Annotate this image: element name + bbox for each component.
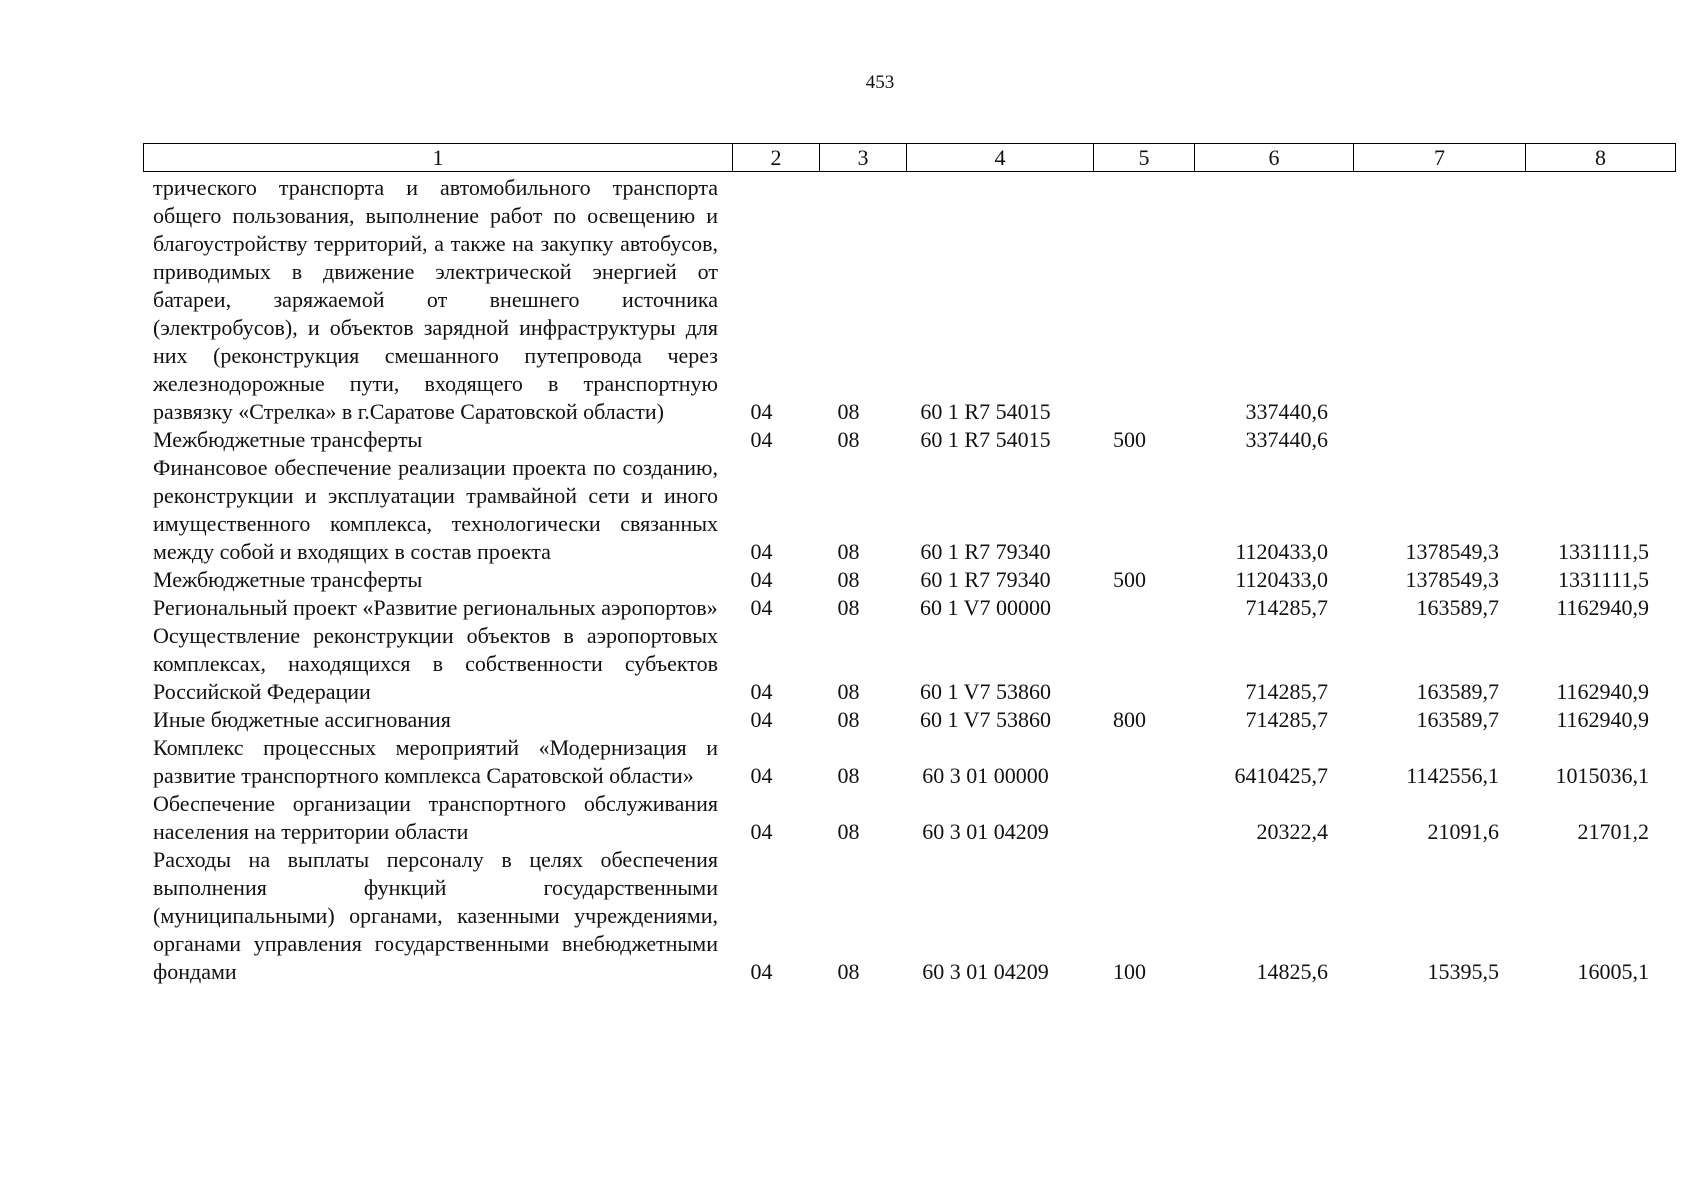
row-subsection: 08 [837,819,860,844]
row-amount-col8: 1015036,1 [1555,763,1649,788]
row-target-code: 60 3 01 04209 [922,819,1049,844]
row-amount-col6: 337440,6 [1245,399,1328,424]
header-col-5: 5 [1094,144,1195,172]
table-row [143,426,1660,454]
row-section: 04 [750,399,773,424]
row-expense-type: 100 [1113,959,1146,984]
header-col-6: 6 [1195,144,1354,172]
row-name: Комплекс процессных мероприятий «Модернизация и развитие транспортного комплекса Саратовской области» [153,735,718,788]
row-subsection: 08 [837,427,860,452]
row-name: Межбюджетные трансферты [153,427,423,452]
row-amount-col7: 163589,7 [1416,707,1499,732]
header-col-1: 1 [144,144,733,172]
row-target-code: 60 1 V7 00000 [920,595,1051,620]
row-section: 04 [750,595,773,620]
row-amount-col8: 1162940,9 [1556,679,1649,704]
page-number: 453 [865,72,895,93]
row-target-code: 60 3 01 00000 [922,763,1049,788]
table-row [143,706,1660,734]
table-row [143,846,1660,986]
row-section: 04 [750,819,773,844]
row-name: Финансовое обеспечение реализации проекта по созданию, реконструкции и эксплуатации трамвайной сети и иного имущественного комплекса, технологически связанных между собой и входящих в состав проекта [153,455,718,564]
row-subsection: 08 [837,399,860,424]
row-subsection: 08 [837,539,860,564]
row-subsection: 08 [837,707,860,732]
table-row [143,454,1660,566]
row-target-code: 60 1 V7 53860 [920,679,1051,704]
row-amount-col7: 1378549,3 [1405,539,1499,564]
row-target-code: 60 1 R7 79340 [920,567,1051,592]
row-target-code: 60 1 V7 53860 [920,707,1051,732]
header-col-4: 4 [907,144,1094,172]
row-section: 04 [750,539,773,564]
row-target-code: 60 3 01 04209 [922,959,1049,984]
header-col-7: 7 [1354,144,1526,172]
row-name: Осуществление реконструкции объектов в аэропортовых комплексах, находящихся в собственности субъектов Российской Федерации [153,623,718,704]
row-name: Иные бюджетные ассигнования [153,707,451,732]
row-section: 04 [750,427,773,452]
row-amount-col6: 714285,7 [1245,707,1328,732]
row-name: Межбюджетные трансферты [153,567,423,592]
row-amount-col6: 714285,7 [1245,595,1328,620]
table-row [143,622,1660,706]
row-amount-col6: 14825,6 [1256,959,1328,984]
row-amount-col8: 1331111,5 [1557,539,1649,564]
table-row [143,566,1660,594]
row-amount-col8: 16005,1 [1577,959,1649,984]
row-subsection: 08 [837,567,860,592]
row-section: 04 [750,567,773,592]
table-row [143,790,1660,846]
row-subsection: 08 [837,763,860,788]
table-header [143,143,1676,172]
row-target-code: 60 1 R7 54015 [920,399,1051,424]
row-amount-col6: 337440,6 [1245,427,1328,452]
row-expense-type: 800 [1113,707,1146,732]
row-amount-col6: 1120433,0 [1235,539,1328,564]
row-name: Обеспечение организации транспортного обслуживания населения на территории области [153,791,718,844]
row-amount-col6: 714285,7 [1245,679,1328,704]
row-amount-col6: 1120433,0 [1235,567,1328,592]
row-amount-col7: 15395,5 [1427,959,1499,984]
row-amount-col8: 1162940,9 [1556,595,1649,620]
row-section: 04 [750,763,773,788]
row-target-code: 60 1 R7 79340 [920,539,1051,564]
row-amount-col8: 21701,2 [1577,819,1649,844]
row-amount-col6: 20322,4 [1256,819,1328,844]
row-section: 04 [750,679,773,704]
header-col-3: 3 [820,144,907,172]
header-col-8: 8 [1526,144,1676,172]
row-expense-type: 500 [1113,567,1146,592]
row-amount-col7: 163589,7 [1416,595,1499,620]
table-row [143,174,1660,426]
row-name: Региональный проект «Развитие региональных аэропортов» [153,595,718,620]
row-subsection: 08 [837,959,860,984]
row-target-code: 60 1 R7 54015 [920,427,1051,452]
row-name: Расходы на выплаты персоналу в целях обеспечения выполнения функций государственными (муниципальными) органами, казенными учреждениями, органами управления государственными внебюджетными фондами [153,847,718,984]
row-name: трического транспорта и автомобильного транспорта общего пользования, выполнение работ по освещению и благоустройству территорий, а также на закупку автобусов, приводимых в движение электрической энергией от батареи, заряжаемой от внешнего источника (электробусов), и объектов зарядной инфраструктуры для них (реконструкция смешанного путепровода через железнодорожные пути, входящего в транспортную развязку «Стрелка» в г.Саратове Саратовской области) [153,175,718,424]
row-subsection: 08 [837,679,860,704]
header-col-2: 2 [733,144,820,172]
row-amount-col7: 163589,7 [1416,679,1499,704]
row-expense-type: 500 [1113,427,1146,452]
row-subsection: 08 [837,595,860,620]
row-section: 04 [750,707,773,732]
row-amount-col8: 1331111,5 [1557,567,1649,592]
row-amount-col7: 1142556,1 [1406,763,1499,788]
table-row [143,594,1660,622]
table-body [143,174,1660,986]
row-amount-col7: 21091,6 [1427,819,1499,844]
table-row [143,734,1660,790]
row-amount-col7: 1378549,3 [1405,567,1499,592]
row-amount-col8: 1162940,9 [1556,707,1649,732]
row-amount-col6: 6410425,7 [1234,763,1328,788]
row-section: 04 [750,959,773,984]
